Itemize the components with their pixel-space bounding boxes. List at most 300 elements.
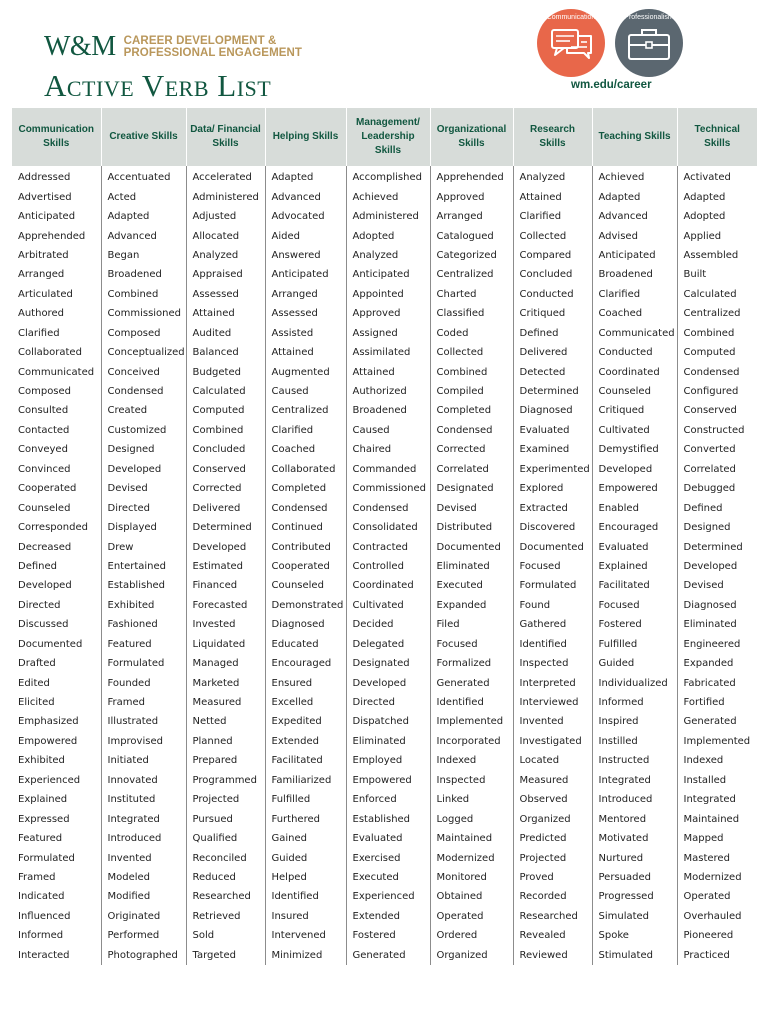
verb-cell: Projected	[513, 848, 592, 867]
table-row	[12, 226, 757, 245]
column-header: Creative Skills	[101, 108, 186, 166]
table-row	[12, 868, 757, 887]
verb-cell: Planned	[186, 732, 265, 751]
verb-cell: Acted	[101, 187, 186, 206]
verb-cell: Augmented	[265, 362, 346, 381]
verb-cell: Nurtured	[592, 848, 677, 867]
table-row	[12, 615, 757, 634]
verb-cell: Documented	[18, 638, 83, 650]
verb-cell: Defined	[677, 498, 757, 517]
verb-cell: Drew	[101, 537, 186, 556]
verb-cell: Modernized	[677, 868, 757, 887]
verb-cell: Began	[101, 246, 186, 265]
verb-cell: Collaborated	[18, 347, 82, 359]
verb-cell: Anticipated	[592, 246, 677, 265]
verb-cell: Determined	[677, 537, 757, 556]
verb-cell: Generated	[677, 712, 757, 731]
verb-cell: Operated	[430, 907, 513, 926]
verb-cell: Coordinated	[592, 362, 677, 381]
verb-cell: Originated	[101, 907, 186, 926]
table-row	[12, 673, 757, 692]
verb-cell: Mastered	[677, 848, 757, 867]
verb-cell: Modeled	[101, 868, 186, 887]
verb-cell: Completed	[430, 401, 513, 420]
verb-cell: Caused	[346, 421, 430, 440]
verb-cell: Stimulated	[592, 946, 677, 965]
table-row	[12, 557, 757, 576]
verb-cell: Compared	[513, 246, 592, 265]
verb-cell: Assisted	[265, 324, 346, 343]
verb-cell: Introduced	[101, 829, 186, 848]
table-row	[12, 343, 757, 362]
verb-cell: Gained	[265, 829, 346, 848]
verb-cell: Approved	[430, 187, 513, 206]
verb-cell: Compiled	[430, 382, 513, 401]
verb-cell: Counseled	[18, 502, 71, 514]
communication-badge	[537, 9, 605, 77]
verb-cell: Empowered	[18, 735, 78, 747]
verb-cell: Advanced	[592, 207, 677, 226]
verb-cell: Authorized	[346, 382, 430, 401]
verb-cell: Marketed	[186, 673, 265, 692]
verb-cell: Combined	[677, 324, 757, 343]
verb-cell: Inspected	[430, 771, 513, 790]
verb-cell: Assembled	[677, 246, 757, 265]
verb-cell: Conceptualized	[101, 343, 186, 362]
verb-cell: Recorded	[513, 887, 592, 906]
verb-cell: Implemented	[430, 712, 513, 731]
verb-cell: Projected	[186, 790, 265, 809]
verb-cell: Conceived	[101, 362, 186, 381]
verb-cell: Collected	[513, 226, 592, 245]
verb-cell: Operated	[677, 887, 757, 906]
verb-cell: Instituted	[101, 790, 186, 809]
verb-cell: Predicted	[513, 829, 592, 848]
verb-cell: Maintained	[430, 829, 513, 848]
verb-cell: Concluded	[186, 440, 265, 459]
verb-cell: Directed	[18, 599, 61, 611]
table-body	[12, 166, 757, 965]
verb-cell: Identified	[430, 693, 513, 712]
verb-cell: Advanced	[101, 226, 186, 245]
verb-cell: Influenced	[18, 910, 71, 922]
verb-cell: Achieved	[346, 187, 430, 206]
verb-cell: Developed	[346, 673, 430, 692]
verb-cell: Commanded	[346, 460, 430, 479]
table-row	[12, 635, 757, 654]
verb-cell: Inspected	[513, 654, 592, 673]
verb-cell: Activated	[677, 166, 757, 187]
verb-cell: Established	[101, 576, 186, 595]
verb-cell: Constructed	[677, 421, 757, 440]
verb-cell: Illustrated	[101, 712, 186, 731]
verb-cell: Reviewed	[513, 946, 592, 965]
verb-cell: Appointed	[346, 285, 430, 304]
verb-cell: Extended	[346, 907, 430, 926]
verb-cell: Eliminated	[346, 732, 430, 751]
verb-cell: Broadened	[346, 401, 430, 420]
verb-cell: Articulated	[18, 288, 73, 300]
verb-cell: Developed	[677, 557, 757, 576]
verb-cell: Coded	[430, 324, 513, 343]
verb-cell: Administered	[186, 187, 265, 206]
verb-cell: Condensed	[346, 498, 430, 517]
verb-cell: Adopted	[677, 207, 757, 226]
verb-cell: Conducted	[513, 285, 592, 304]
verb-cell: Organized	[513, 809, 592, 828]
verb-cell: Advanced	[265, 187, 346, 206]
verb-cell: Founded	[101, 673, 186, 692]
verb-cell: Authored	[18, 308, 64, 320]
verb-cell: Mentored	[592, 809, 677, 828]
verb-cell: Persuaded	[592, 868, 677, 887]
verb-cell: Achieved	[592, 166, 677, 187]
column-header: Data/ Financial Skills	[186, 108, 265, 166]
column-header: Teaching Skills	[592, 108, 677, 166]
verb-cell: Conserved	[186, 460, 265, 479]
verb-cell: Formulated	[18, 852, 75, 864]
verb-cell: Demystified	[592, 440, 677, 459]
verb-cell: Featured	[18, 833, 63, 845]
verb-cell: Drafted	[18, 658, 56, 670]
verb-cell: Approved	[346, 304, 430, 323]
verb-cell: Detected	[513, 362, 592, 381]
verb-cell: Converted	[677, 440, 757, 459]
professionalism-badge-label: Professionalism	[624, 14, 674, 21]
verb-cell: Employed	[346, 751, 430, 770]
verb-cell: Analyzed	[186, 246, 265, 265]
table-row	[12, 265, 757, 284]
verb-cell: Analyzed	[346, 246, 430, 265]
table-row	[12, 693, 757, 712]
verb-cell: Photographed	[101, 946, 186, 965]
verb-cell: Integrated	[677, 790, 757, 809]
table-row	[12, 518, 757, 537]
verb-cell: Critiqued	[592, 401, 677, 420]
verb-cell: Prepared	[186, 751, 265, 770]
verb-cell: Invested	[186, 615, 265, 634]
verb-cell: Advised	[592, 226, 677, 245]
verb-cell: Debugged	[677, 479, 757, 498]
verb-cell: Applied	[677, 226, 757, 245]
verb-cell: Adjusted	[186, 207, 265, 226]
verb-cell: Indexed	[677, 751, 757, 770]
column-header: Technical Skills	[677, 108, 757, 166]
column-header: Research Skills	[513, 108, 592, 166]
verb-cell: Innovated	[101, 771, 186, 790]
verb-cell: Calculated	[186, 382, 265, 401]
verb-cell: Centralized	[430, 265, 513, 284]
verb-cell: Adapted	[592, 187, 677, 206]
verb-cell: Developed	[101, 460, 186, 479]
verb-cell: Configured	[677, 382, 757, 401]
verb-cell: Insured	[265, 907, 346, 926]
verb-cell: Programmed	[186, 771, 265, 790]
verb-cell: Indicated	[18, 891, 65, 903]
table-row	[12, 187, 757, 206]
table-row	[12, 712, 757, 731]
verb-cell: Invented	[513, 712, 592, 731]
verb-cell: Designed	[101, 440, 186, 459]
column-header: Helping Skills	[265, 108, 346, 166]
verb-cell: Furthered	[265, 809, 346, 828]
verb-cell: Accentuated	[101, 166, 186, 187]
verb-cell: Centralized	[265, 401, 346, 420]
verb-cell: Invented	[101, 848, 186, 867]
verb-cell: Assimilated	[346, 343, 430, 362]
verb-cell: Found	[513, 596, 592, 615]
verb-cell: Identified	[513, 635, 592, 654]
verb-cell: Examined	[513, 440, 592, 459]
verb-cell: Devised	[101, 479, 186, 498]
verb-cell: Communicated	[18, 366, 95, 378]
verb-cell: Decreased	[18, 541, 72, 553]
verb-cell: Incorporated	[430, 732, 513, 751]
table-header-row	[12, 108, 757, 166]
verb-cell: Encouraged	[265, 654, 346, 673]
table-row	[12, 166, 757, 187]
table-row	[12, 751, 757, 770]
verb-cell: Discussed	[18, 619, 69, 631]
verb-cell: Devised	[430, 498, 513, 517]
verb-cell: Broadened	[101, 265, 186, 284]
verb-cell: Accelerated	[186, 166, 265, 187]
verb-cell: Expanded	[677, 654, 757, 673]
verb-cell: Condensed	[430, 421, 513, 440]
verb-cell: Convinced	[18, 463, 71, 475]
verb-cell: Demonstrated	[265, 596, 346, 615]
verb-cell: Conveyed	[18, 444, 68, 456]
verb-cell: Featured	[101, 635, 186, 654]
verb-cell: Coached	[592, 304, 677, 323]
verb-cell: Categorized	[430, 246, 513, 265]
table-row	[12, 848, 757, 867]
verb-cell: Delegated	[346, 635, 430, 654]
verb-cell: Guided	[265, 848, 346, 867]
verb-cell: Measured	[513, 771, 592, 790]
verb-cell: Concluded	[513, 265, 592, 284]
verb-cell: Contributed	[265, 537, 346, 556]
verb-cell: Helped	[265, 868, 346, 887]
table-row	[12, 732, 757, 751]
verb-cell: Answered	[265, 246, 346, 265]
verb-cell: Initiated	[101, 751, 186, 770]
verb-cell: Directed	[346, 693, 430, 712]
verb-cell: Formalized	[430, 654, 513, 673]
verb-cell: Explained	[592, 557, 677, 576]
verb-cell: Researched	[513, 907, 592, 926]
verb-cell: Educated	[265, 635, 346, 654]
verb-cell: Improvised	[101, 732, 186, 751]
verb-cell: Reduced	[186, 868, 265, 887]
verb-cell: Generated	[346, 946, 430, 965]
verb-cell: Estimated	[186, 557, 265, 576]
table-row	[12, 576, 757, 595]
verb-cell: Pursued	[186, 809, 265, 828]
verb-cell: Dispatched	[346, 712, 430, 731]
verb-cell: Framed	[101, 693, 186, 712]
verb-cell: Emphasized	[18, 716, 79, 728]
verb-cell: Contacted	[18, 424, 70, 436]
communication-badge-label: Communication	[546, 14, 596, 21]
verb-cell: Proved	[513, 868, 592, 887]
verb-cell: Condensed	[677, 362, 757, 381]
verb-cell: Arranged	[430, 207, 513, 226]
verb-cell: Excelled	[265, 693, 346, 712]
verb-cell: Instilled	[592, 732, 677, 751]
verb-cell: Implemented	[677, 732, 757, 751]
verb-cell: Built	[677, 265, 757, 284]
verb-cell: Researched	[186, 887, 265, 906]
verb-cell: Expanded	[430, 596, 513, 615]
verb-cell: Arranged	[265, 285, 346, 304]
verb-cell: Filed	[430, 615, 513, 634]
verb-cell: Pioneered	[677, 926, 757, 945]
verb-cell: Facilitated	[592, 576, 677, 595]
table-row	[12, 440, 757, 459]
table-row	[12, 285, 757, 304]
verb-cell: Audited	[186, 324, 265, 343]
verb-cell: Logged	[430, 809, 513, 828]
verb-cell: Netted	[186, 712, 265, 731]
verb-cell: Fostered	[592, 615, 677, 634]
verb-cell: Formulated	[513, 576, 592, 595]
verb-cell: Installed	[677, 771, 757, 790]
verb-cell: Condensed	[101, 382, 186, 401]
verb-cell: Contracted	[346, 537, 430, 556]
verb-cell: Counseled	[265, 576, 346, 595]
verb-cell: Collected	[430, 343, 513, 362]
verb-cell: Mapped	[677, 829, 757, 848]
verb-cell: Evaluated	[592, 537, 677, 556]
verb-cell: Attained	[513, 187, 592, 206]
verb-cell: Combined	[186, 421, 265, 440]
table-row	[12, 324, 757, 343]
verb-cell: Motivated	[592, 829, 677, 848]
column-header: Management/ Leadership Skills	[346, 108, 430, 166]
table-row	[12, 907, 757, 926]
verb-cell: Facilitated	[265, 751, 346, 770]
verb-cell: Interpreted	[513, 673, 592, 692]
verb-cell: Liquidated	[186, 635, 265, 654]
verb-cell: Integrated	[101, 809, 186, 828]
verb-cell: Developed	[18, 580, 72, 592]
career-url-link[interactable]: wm.edu/career	[571, 79, 652, 91]
verb-cell: Diagnosed	[677, 596, 757, 615]
verb-cell: Arbitrated	[18, 249, 69, 261]
verb-cell: Clarified	[592, 285, 677, 304]
verb-cell: Budgeted	[186, 362, 265, 381]
verb-cell: Identified	[265, 887, 346, 906]
verb-cell: Fulfilled	[592, 635, 677, 654]
verb-cell: Completed	[265, 479, 346, 498]
verb-cell: Exercised	[346, 848, 430, 867]
verb-cell: Composed	[18, 386, 72, 398]
verb-cell: Formulated	[101, 654, 186, 673]
verb-cell: Corresponded	[18, 522, 88, 534]
verb-table	[12, 108, 757, 965]
verb-cell: Assessed	[186, 285, 265, 304]
verb-cell: Anticipated	[346, 265, 430, 284]
verb-cell: Arranged	[18, 269, 65, 281]
verb-cell: Observed	[513, 790, 592, 809]
verb-cell: Attained	[265, 343, 346, 362]
verb-cell: Adapted	[265, 166, 346, 187]
verb-cell: Expressed	[18, 813, 70, 825]
verb-cell: Defined	[18, 560, 57, 572]
verb-cell: Edited	[18, 677, 50, 689]
verb-cell: Sold	[186, 926, 265, 945]
verb-cell: Directed	[101, 498, 186, 517]
verb-cell: Customized	[101, 421, 186, 440]
table-row	[12, 401, 757, 420]
verb-cell: Progressed	[592, 887, 677, 906]
verb-cell: Combined	[101, 285, 186, 304]
verb-cell: Experienced	[346, 887, 430, 906]
verb-cell: Apprehended	[430, 166, 513, 187]
verb-cell: Cultivated	[592, 421, 677, 440]
verb-cell: Executed	[430, 576, 513, 595]
verb-cell: Displayed	[101, 518, 186, 537]
verb-cell: Extracted	[513, 498, 592, 517]
verb-cell: Fulfilled	[265, 790, 346, 809]
verb-cell: Inspired	[592, 712, 677, 731]
table-row	[12, 537, 757, 556]
verb-cell: Computed	[677, 343, 757, 362]
table-row	[12, 654, 757, 673]
verb-cell: Developed	[592, 460, 677, 479]
verb-cell: Gathered	[513, 615, 592, 634]
verb-cell: Empowered	[346, 771, 430, 790]
verb-cell: Designed	[677, 518, 757, 537]
verb-cell: Framed	[18, 871, 56, 883]
column-header: Communication Skills	[12, 108, 101, 166]
verb-cell: Qualified	[186, 829, 265, 848]
verb-cell: Designated	[430, 479, 513, 498]
verb-cell: Explained	[18, 794, 68, 806]
table-row	[12, 946, 757, 965]
verb-cell: Caused	[265, 382, 346, 401]
verb-cell: Delivered	[186, 498, 265, 517]
verb-cell: Devised	[677, 576, 757, 595]
org-name-line-2: PROFESSIONAL ENGAGEMENT	[123, 47, 303, 59]
verb-cell: Modified	[101, 887, 186, 906]
verb-cell: Elicited	[18, 697, 55, 709]
verb-cell: Critiqued	[513, 304, 592, 323]
verb-cell: Organized	[430, 946, 513, 965]
verb-cell: Appraised	[186, 265, 265, 284]
table-row	[12, 926, 757, 945]
briefcase-icon	[615, 9, 683, 77]
table-row	[12, 596, 757, 615]
verb-cell: Located	[513, 751, 592, 770]
verb-cell: Overhauled	[677, 907, 757, 926]
org-name	[124, 35, 302, 60]
verb-cell: Coordinated	[346, 576, 430, 595]
verb-cell: Guided	[592, 654, 677, 673]
verb-cell: Individualized	[592, 673, 677, 692]
verb-cell: Eliminated	[430, 557, 513, 576]
verb-cell: Charted	[430, 285, 513, 304]
verb-cell: Fostered	[346, 926, 430, 945]
verb-cell: Fabricated	[677, 673, 757, 692]
verb-cell: Administered	[346, 207, 430, 226]
verb-cell: Designated	[346, 654, 430, 673]
verb-cell: Commissioned	[346, 479, 430, 498]
verb-cell: Investigated	[513, 732, 592, 751]
verb-cell: Informed	[592, 693, 677, 712]
page-title: Active Verb List	[44, 68, 272, 103]
